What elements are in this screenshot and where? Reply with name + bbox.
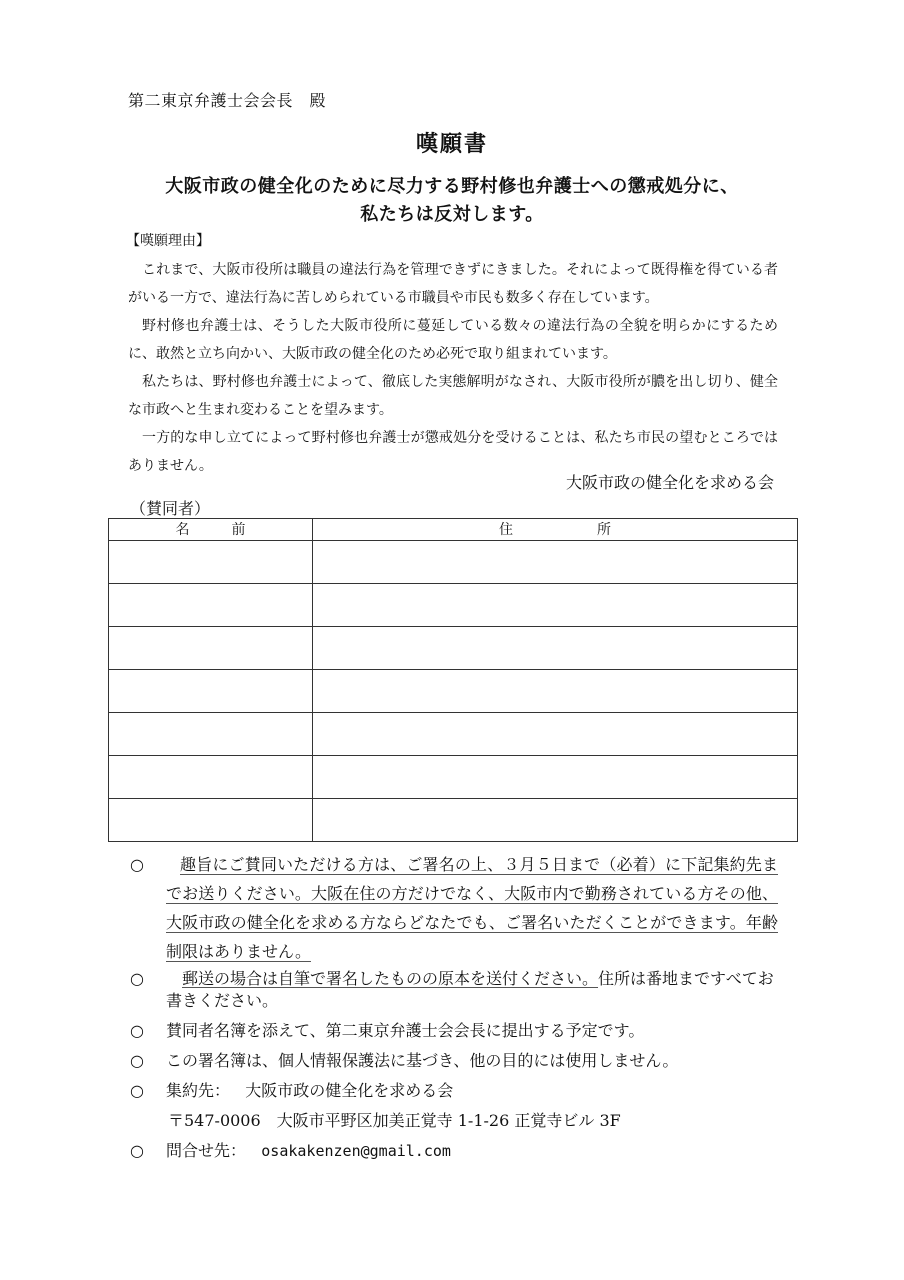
signature-row [109,584,798,627]
note-text-underlined: 郵送の場合は自筆で署名したものの原本を送付ください。 [182,969,599,988]
note-item [130,968,778,1012]
name-cell[interactable] [109,584,313,627]
name-cell[interactable] [109,670,313,713]
note-text: 賛同者名簿を添えて、第二東京弁護士会会長に提出する予定です。 [166,1021,645,1040]
circle-bullet-icon: ○ [130,1141,144,1160]
note-item [130,1079,778,1132]
organization-signature: 大阪市政の健全化を求める会 [565,473,774,492]
address-cell[interactable] [313,627,798,670]
circle-bullet-icon: ○ [130,1051,144,1070]
header-name [109,519,313,541]
address-cell[interactable] [313,799,798,842]
collect-organization: 大阪市政の健全化を求める会 [245,1081,454,1100]
note-text: 趣旨にご賛同いただける方は、ご署名の上、３月５日まで（必着）に下記集約先までお送りください。大阪在住の方だけでなく、大阪市内で勤務されている方その他、大阪市政の健全化を求める方ならどなたでも、ご署名いただくことができます。年齢制限はありません。 [166,855,778,961]
name-cell[interactable] [109,756,313,799]
address-cell[interactable] [313,584,798,627]
note-text [166,968,778,1012]
note-item [130,1139,778,1163]
circle-bullet-icon: ○ [130,1021,144,1040]
reason-paragraph: 一方的な申し立てによって野村修也弁護士が懲戒処分を受けることは、私たち市民の望むところではありません。 [128,430,778,474]
note-item [130,1049,778,1072]
reason-paragraph: 野村修也弁護士は、そうした大阪市役所に蔓延している数々の違法行為の全貌を明らかにするために、敢然と立ち向かい、大阪市政の健全化のため必死で取り組まれています。 [128,318,778,362]
note-text-rest: 住所は番地まですべてお書きください。 [166,969,774,1010]
header-address-label: 住 所 [499,521,611,538]
address-cell[interactable] [313,541,798,584]
addressee: 第二東京弁護士会会長 殿 [128,91,327,110]
name-cell[interactable] [109,799,313,842]
reasons-body [128,256,778,480]
collect-label: 集約先： [166,1081,231,1100]
note-item [130,1019,778,1042]
header-name-label: 名 前 [175,521,246,538]
signature-row [109,799,798,842]
contact-email-link[interactable]: osakakenzen@gmail.com [261,1142,451,1160]
signature-row [109,756,798,799]
postal-address: 〒547-0006 大阪市平野区加美正覚寺 1-1-26 正覚寺ビル 3F [168,1111,621,1130]
circle-bullet-icon: ○ [130,969,144,988]
header-address [313,519,798,541]
circle-bullet-icon: ○ [130,855,144,874]
name-cell[interactable] [109,713,313,756]
name-cell[interactable] [109,627,313,670]
note-item [130,850,778,966]
reason-paragraph: これまで、大阪市役所は職員の違法行為を管理できずにきました。それによって既得権を得ている者がいる一方で、違法行為に苦しめられている市職員や市民も数多く存在しています。 [128,262,778,306]
reason-heading: 【嘆願理由】 [126,233,210,249]
signature-table-header [109,519,798,541]
signature-row [109,541,798,584]
signature-row [109,627,798,670]
signature-table [108,518,798,842]
subtitle-line-2: 私たちは反対します。 [360,204,544,225]
note-text: この署名簿は、個人情報保護法に基づき、他の目的には使用しません。 [166,1051,679,1070]
notes-list [130,850,778,1163]
document-title: 嘆願書 [415,131,488,157]
circle-bullet-icon: ○ [130,1081,144,1100]
supporters-label: （賛同者） [130,499,211,518]
name-cell[interactable] [109,541,313,584]
subtitle-line-1: 大阪市政の健全化のために尽力する野村修也弁護士への懲戒処分に、 [165,176,739,197]
reason-paragraph: 私たちは、野村修也弁護士によって、徹底した実態解明がなされ、大阪市役所が膿を出し切り、健全な市政へと生まれ変わることを望みます。 [128,374,778,418]
address-cell[interactable] [313,756,798,799]
signature-row [109,670,798,713]
contact-label: 問合せ先： [166,1141,247,1160]
address-cell[interactable] [313,713,798,756]
signature-row [109,713,798,756]
address-cell[interactable] [313,670,798,713]
